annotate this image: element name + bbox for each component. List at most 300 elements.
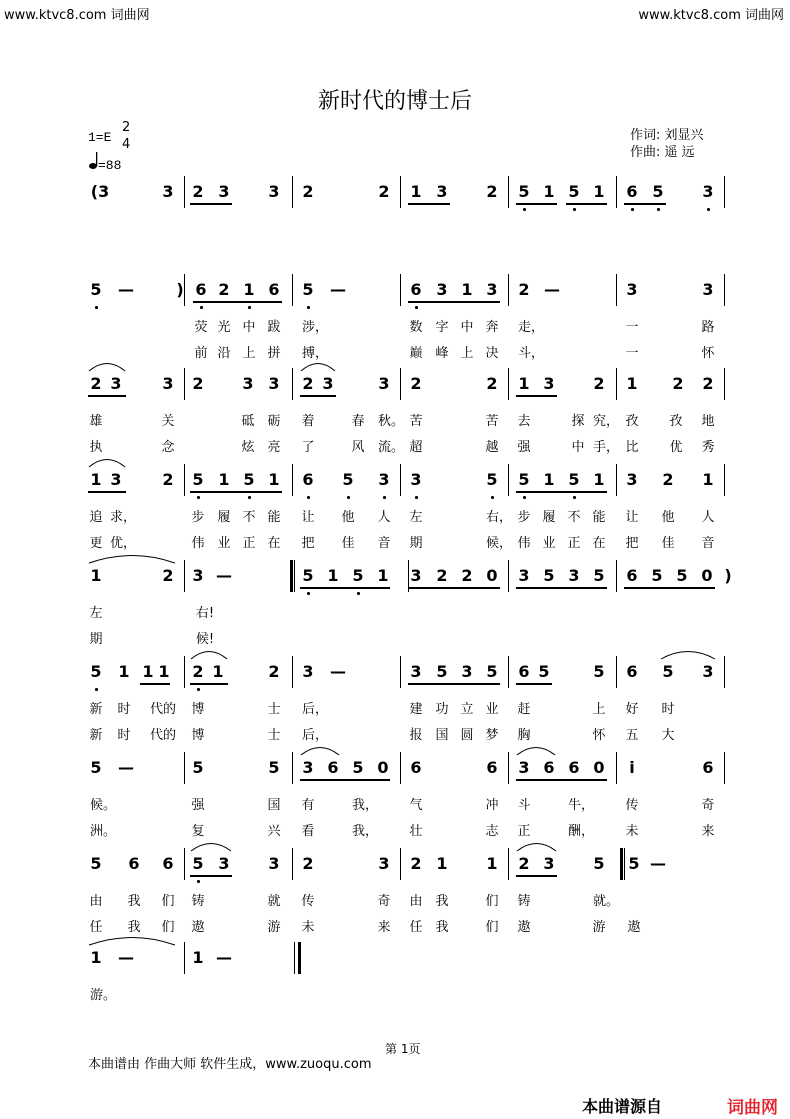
lyric-syllable: 走， xyxy=(517,320,544,335)
octave-dot xyxy=(197,496,200,499)
tie-slur xyxy=(300,744,340,756)
lyric-syllable: 不 xyxy=(242,510,256,525)
tie-slur xyxy=(516,840,557,852)
lyric-syllable: 后， xyxy=(301,702,328,717)
barline xyxy=(400,848,401,880)
tie-slur xyxy=(88,552,176,564)
note: 1 xyxy=(158,662,170,681)
note: 3 xyxy=(702,182,714,201)
note: 5 xyxy=(302,566,314,585)
octave-dot xyxy=(523,496,526,499)
note: 1 xyxy=(436,854,448,873)
note: 1 xyxy=(118,662,130,681)
barline xyxy=(508,752,509,784)
note: 5 xyxy=(518,182,530,201)
note: 5 xyxy=(593,566,605,585)
note: 1 xyxy=(461,280,473,299)
beam-line xyxy=(88,491,126,493)
note: 1 xyxy=(518,374,530,393)
lyric-syllable: 峰 xyxy=(435,346,449,361)
lyric-syllable: 业 xyxy=(485,702,499,717)
lyric-syllable: 怀 xyxy=(592,728,606,743)
note: 3 xyxy=(568,566,580,585)
note: 3 xyxy=(626,470,638,489)
lyric-syllable: 我， xyxy=(351,798,378,813)
note: 3 xyxy=(486,280,498,299)
lyric-syllable: 遨 xyxy=(517,920,531,935)
octave-dot xyxy=(573,496,576,499)
barline xyxy=(400,656,401,688)
watermark-right: www.ktvc8.com 词曲网 xyxy=(638,8,784,23)
note: 6 xyxy=(268,280,280,299)
tie-slur xyxy=(190,648,228,660)
note: — xyxy=(118,280,134,299)
octave-dot xyxy=(415,306,418,309)
lyric-syllable: 牛， xyxy=(567,798,594,813)
lyric-syllable: 苦 xyxy=(485,414,499,429)
note: 1 xyxy=(626,374,638,393)
lyric-syllable: 奔 xyxy=(485,320,499,335)
lyric-syllable: 究， xyxy=(592,414,619,429)
time-signature xyxy=(122,119,130,153)
lyric-syllable: 中 xyxy=(460,320,474,335)
lyric-syllable: 业 xyxy=(542,536,556,551)
lyric-syllable: 正 xyxy=(567,536,581,551)
note: 5 xyxy=(90,854,102,873)
lyric-syllable: 上 xyxy=(460,346,474,361)
note: 6 xyxy=(327,758,339,777)
tie-slur xyxy=(88,360,126,372)
beam-line xyxy=(300,395,336,397)
lyric-syllable: 后， xyxy=(301,728,328,743)
lyric-syllable: 大 xyxy=(661,728,675,743)
note: 3 xyxy=(518,566,530,585)
beam-line xyxy=(408,301,500,303)
barline xyxy=(508,848,509,880)
lyric-syllable: 五 xyxy=(625,728,639,743)
note: 2 xyxy=(302,182,314,201)
note: 3 xyxy=(436,280,448,299)
note: 5 xyxy=(628,854,640,873)
beam-line xyxy=(566,203,607,205)
note: 0 xyxy=(486,566,498,585)
note: 2 xyxy=(702,374,714,393)
lyric-syllable: 来 xyxy=(377,920,391,935)
tie-slur xyxy=(660,648,716,660)
octave-dot xyxy=(307,592,310,595)
note: 1 xyxy=(410,182,422,201)
note: 2 xyxy=(672,374,684,393)
octave-dot xyxy=(631,208,634,211)
lyric-syllable: 追 xyxy=(89,510,103,525)
lyric-syllable: 一 xyxy=(625,320,639,335)
lyric-syllable: 游。 xyxy=(89,988,116,1003)
lyric-syllable: 们 xyxy=(485,920,499,935)
beam-line xyxy=(624,203,666,205)
note: 5 xyxy=(543,566,555,585)
note: 3 xyxy=(410,566,422,585)
lyric-syllable: 我 xyxy=(435,920,449,935)
lyric-syllable: 斗， xyxy=(517,346,544,361)
lyric-syllable: 步 xyxy=(191,510,205,525)
note: 5 xyxy=(518,470,530,489)
lyric-syllable: 春 xyxy=(351,414,365,429)
lyric-syllable: 洲。 xyxy=(89,824,116,839)
barline xyxy=(292,656,293,688)
note: 3 xyxy=(268,182,280,201)
note: 5 xyxy=(352,758,364,777)
lyric-syllable: 未 xyxy=(301,920,315,935)
lyric-syllable: 新 xyxy=(89,702,103,717)
note: 2 xyxy=(410,374,422,393)
barline xyxy=(724,464,725,496)
note: 5 xyxy=(593,854,605,873)
repeat-barline xyxy=(290,560,293,592)
note: 5 xyxy=(302,280,314,299)
note: 3 xyxy=(436,182,448,201)
lyric-syllable: 人 xyxy=(377,510,391,525)
lyric-syllable: 建 xyxy=(409,702,423,717)
note: 6 xyxy=(626,566,638,585)
beam-line xyxy=(516,683,552,685)
note: 2 xyxy=(192,662,204,681)
lyric-syllable: 时 xyxy=(117,702,131,717)
note: 2 xyxy=(162,470,174,489)
note: 3 xyxy=(218,854,230,873)
lyric-syllable: 壮 xyxy=(409,824,423,839)
octave-dot xyxy=(383,496,386,499)
lyric-syllable: 越 xyxy=(485,440,499,455)
note: 2 xyxy=(302,854,314,873)
lyric-syllable: 涉， xyxy=(301,320,328,335)
score-row xyxy=(0,948,790,1028)
lyric-syllable: 圆 xyxy=(460,728,474,743)
note: 5 xyxy=(192,470,204,489)
score-row xyxy=(0,374,790,454)
note: 5 xyxy=(486,470,498,489)
note: 2 xyxy=(378,182,390,201)
barline xyxy=(184,848,185,880)
barline xyxy=(292,176,293,208)
lyric-syllable: 新 xyxy=(89,728,103,743)
beam-line xyxy=(190,203,232,205)
note: 5 xyxy=(568,470,580,489)
lyric-syllable: 我 xyxy=(435,894,449,909)
barline xyxy=(616,464,617,496)
lyric-syllable: 游 xyxy=(267,920,281,935)
key-signature: 1=E xyxy=(88,130,112,145)
octave-dot xyxy=(657,208,660,211)
barline xyxy=(184,560,185,592)
lyric-syllable: 就。 xyxy=(592,894,619,909)
note: 5 xyxy=(90,662,102,681)
lyric-syllable: 超 xyxy=(409,440,423,455)
octave-dot xyxy=(307,496,310,499)
note: — xyxy=(330,280,346,299)
octave-dot xyxy=(347,496,350,499)
lyric-syllable: 地 xyxy=(701,414,715,429)
source-brand: 词曲网 xyxy=(727,1098,778,1118)
lyric-syllable: 国 xyxy=(435,728,449,743)
lyric-syllable: 铸 xyxy=(517,894,531,909)
barline xyxy=(724,368,725,400)
lyric-syllable: 荧 xyxy=(194,320,208,335)
note: 1 xyxy=(327,566,339,585)
score-row xyxy=(0,566,790,646)
lyric-syllable: 他 xyxy=(661,510,675,525)
source-label: 本曲谱源自 xyxy=(582,1097,663,1116)
octave-dot xyxy=(357,592,360,595)
lyric-syllable: 优， xyxy=(109,536,136,551)
note: (3 xyxy=(90,182,110,201)
lyric-syllable: 把 xyxy=(625,536,639,551)
note: 6 xyxy=(626,182,638,201)
note: — xyxy=(216,566,232,585)
lyric-syllable: 遨 xyxy=(627,920,641,935)
lyric-syllable: 巅 xyxy=(409,346,423,361)
barline xyxy=(184,176,185,208)
note: 6 xyxy=(626,662,638,681)
lyric-syllable: 优 xyxy=(669,440,683,455)
note: 1 xyxy=(543,182,555,201)
note: 1 xyxy=(543,470,555,489)
note: 6 xyxy=(568,758,580,777)
lyric-syllable: 士 xyxy=(267,728,281,743)
final-barline xyxy=(294,942,295,974)
lyric-syllable: 了 xyxy=(301,440,315,455)
barline xyxy=(508,464,509,496)
lyric-syllable: 能 xyxy=(592,510,606,525)
note: 2 xyxy=(90,374,102,393)
lyric-syllable: 砥 xyxy=(241,414,255,429)
lyric-syllable: 正 xyxy=(242,536,256,551)
note: 1 xyxy=(90,470,102,489)
octave-dot xyxy=(248,306,251,309)
lyric-syllable: 怀 xyxy=(701,346,715,361)
credits xyxy=(630,127,704,161)
lyric-syllable: 更 xyxy=(89,536,103,551)
note: 3 xyxy=(518,758,530,777)
octave-dot xyxy=(523,208,526,211)
lyric-syllable: 中 xyxy=(571,440,585,455)
barline xyxy=(724,274,725,306)
beam-line xyxy=(193,301,282,303)
note: 2 xyxy=(436,566,448,585)
lyric-syllable: 搏， xyxy=(301,346,328,361)
lyric-syllable: 不 xyxy=(567,510,581,525)
note: 2 xyxy=(486,374,498,393)
lyric-syllable: 们 xyxy=(485,894,499,909)
note: 3 xyxy=(461,662,473,681)
repeat-end-barline xyxy=(624,848,625,880)
lyric-syllable: 炫 xyxy=(241,440,255,455)
note: 5 xyxy=(538,662,550,681)
lyric-syllable: 跋 xyxy=(267,320,281,335)
barline xyxy=(292,274,293,306)
note: — xyxy=(118,948,134,967)
repeat-barline xyxy=(294,560,295,592)
barline xyxy=(724,176,725,208)
footer-note: 本曲谱由 作曲大师 软件生成，www.zuoqu.com xyxy=(88,1057,372,1072)
lyric-syllable: 孜 xyxy=(669,414,683,429)
lyric-syllable: 博 xyxy=(191,728,205,743)
lyric-syllable: 孜 xyxy=(625,414,639,429)
lyric-syllable: 右， xyxy=(485,510,512,525)
tie-slur xyxy=(300,360,336,372)
note: 2 xyxy=(162,566,174,585)
note: 6 xyxy=(486,758,498,777)
lyric-syllable: 念 xyxy=(161,440,175,455)
lyric-syllable: 遨 xyxy=(191,920,205,935)
lyric-syllable: 拼 xyxy=(267,346,281,361)
note: 3 xyxy=(218,182,230,201)
note: 3 xyxy=(378,374,390,393)
note: 5 xyxy=(568,182,580,201)
lyric-syllable: 亮 xyxy=(267,440,281,455)
song-title: 新时代的博士后 xyxy=(317,89,472,114)
lyric-syllable: 求， xyxy=(109,510,136,525)
beam-line xyxy=(408,587,500,589)
lyric-syllable: 上 xyxy=(592,702,606,717)
lyric-syllable: 一 xyxy=(625,346,639,361)
lyric-syllable: 志 xyxy=(485,824,499,839)
lyric-syllable: 传 xyxy=(625,798,639,813)
octave-dot xyxy=(491,496,494,499)
note: 6 xyxy=(128,854,140,873)
note: 1 xyxy=(243,280,255,299)
beam-line xyxy=(88,395,126,397)
beam-line xyxy=(408,683,500,685)
note: 2 xyxy=(268,662,280,681)
beam-line xyxy=(516,779,607,781)
tie-slur xyxy=(88,456,126,468)
note: 6 xyxy=(702,758,714,777)
barline xyxy=(508,560,509,592)
lyric-syllable: 由 xyxy=(409,894,423,909)
score-row xyxy=(0,470,790,550)
note: 3 xyxy=(378,854,390,873)
barline xyxy=(616,560,617,592)
lyric-syllable: 佳 xyxy=(341,536,355,551)
note: 6 xyxy=(302,470,314,489)
note: 1 xyxy=(486,854,498,873)
lyric-syllable: 国 xyxy=(267,798,281,813)
lyric-syllable: 报 xyxy=(409,728,423,743)
lyric-syllable: 气 xyxy=(409,798,423,813)
octave-dot xyxy=(307,306,310,309)
note: 5 xyxy=(342,470,354,489)
lyric-syllable: 着 xyxy=(301,414,315,429)
lyric-syllable: 步 xyxy=(517,510,531,525)
octave-dot xyxy=(197,880,200,883)
lyric-syllable: 把 xyxy=(301,536,315,551)
note: — xyxy=(330,662,346,681)
lyric-syllable: 代的 xyxy=(149,702,176,717)
lyric-syllable: 我， xyxy=(351,824,378,839)
note: 1 xyxy=(268,470,280,489)
note: 0 xyxy=(701,566,713,585)
lyric-syllable: 沿 xyxy=(217,346,231,361)
beam-line xyxy=(140,683,170,685)
watermark-left: www.ktvc8.com 词曲网 xyxy=(4,8,150,23)
beam-line xyxy=(516,491,607,493)
note: 3 xyxy=(242,374,254,393)
note: 5 xyxy=(676,566,688,585)
note: 1 xyxy=(593,182,605,201)
note: 2 xyxy=(218,280,230,299)
lyric-syllable: 手， xyxy=(592,440,619,455)
barline xyxy=(184,274,185,306)
note: 3 xyxy=(410,662,422,681)
note: 3 xyxy=(702,662,714,681)
beam-line xyxy=(516,203,557,205)
note: 2 xyxy=(518,280,530,299)
barline xyxy=(400,176,401,208)
lyric-syllable: 们 xyxy=(161,894,175,909)
barline xyxy=(616,656,617,688)
note: 5 xyxy=(651,566,663,585)
lyric-syllable: 候， xyxy=(485,536,512,551)
lyric-syllable: 博 xyxy=(191,702,205,717)
lyric-syllable: 强 xyxy=(191,798,205,813)
note: 1 xyxy=(90,566,102,585)
note: 5 xyxy=(486,662,498,681)
lyric-syllable: 决 xyxy=(485,346,499,361)
lyric-syllable: 他 xyxy=(341,510,355,525)
lyric-syllable: 关 xyxy=(161,414,175,429)
lyric-syllable: 铸 xyxy=(191,894,205,909)
lyric-syllable: 兴 xyxy=(267,824,281,839)
note: 3 xyxy=(543,854,555,873)
note: 2 xyxy=(410,854,422,873)
lyric-syllable: 佳 xyxy=(661,536,675,551)
lyric-syllable: 去 xyxy=(517,414,531,429)
barline xyxy=(724,656,725,688)
beam-line xyxy=(300,587,390,589)
octave-dot xyxy=(95,688,98,691)
note: 3 xyxy=(192,566,204,585)
lyric-syllable: 候。 xyxy=(89,798,116,813)
note: 2 xyxy=(518,854,530,873)
lyric-syllable: 好 xyxy=(625,702,639,717)
barline xyxy=(616,368,617,400)
barline xyxy=(508,274,509,306)
note: 6 xyxy=(410,280,422,299)
lyric-syllable: 未 xyxy=(625,824,639,839)
barline xyxy=(508,656,509,688)
note: 1 xyxy=(593,470,605,489)
score-row xyxy=(0,182,790,262)
score-row xyxy=(0,280,790,360)
lyric-syllable: 光 xyxy=(217,320,231,335)
lyric-syllable: 在 xyxy=(592,536,606,551)
final-barline xyxy=(298,942,301,974)
lyric-syllable: 我 xyxy=(127,920,141,935)
lyric-syllable: 中 xyxy=(242,320,256,335)
lyric-syllable: 砺 xyxy=(267,414,281,429)
lyric-syllable: 风 xyxy=(351,440,365,455)
barline xyxy=(184,942,185,974)
barline xyxy=(292,848,293,880)
note: 5 xyxy=(192,758,204,777)
lyric-syllable: 来 xyxy=(701,824,715,839)
repeat-end-barline xyxy=(620,848,623,880)
barline xyxy=(184,464,185,496)
beam-line xyxy=(516,587,607,589)
tie-slur xyxy=(516,744,556,756)
lyric-syllable: 游 xyxy=(592,920,606,935)
lyric-syllable: 正 xyxy=(517,824,531,839)
